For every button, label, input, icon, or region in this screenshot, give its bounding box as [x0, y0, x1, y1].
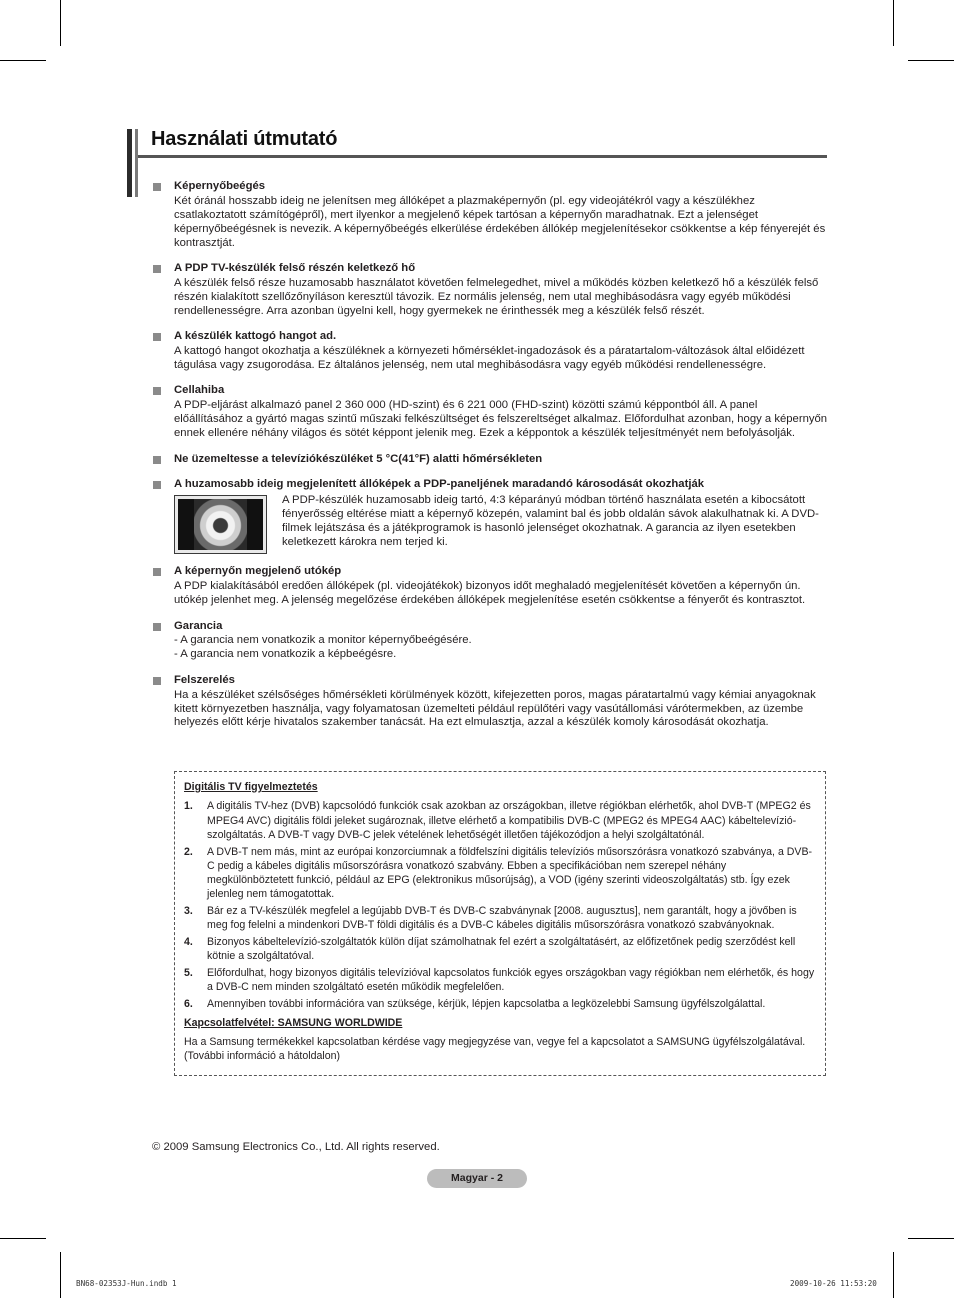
section-title: A huzamosabb ideig megjelenített állóképek a PDP-paneljének maradandó károsodását okozhatják [174, 477, 705, 490]
section-body: - A garancia nem vonatkozik a képbeégésre. [174, 648, 397, 661]
section-body: A PDP-eljárást alkalmazó panel 2 360 000 (HD-szint) és 6 221 000 (FHD-szint) közötti számú képpontból áll. A panel előállításához a gyártó magas szintű műszaki felkészültséget és felszereltséget alkalmaz. Előfordulhat azonban, hogy a képernyőn ennek ellenére néhány világos és sötét képpont jelenik meg. Ezek a képpontok a készülék teljesítményét nem befolyásolják. [174, 399, 828, 440]
crop-mark [60, 0, 61, 46]
section-title: A képernyőn megjelenő utókép [174, 565, 342, 578]
flower-image [194, 499, 247, 550]
bullet-icon [153, 677, 161, 685]
section [152, 478, 828, 554]
item-number: 5. [184, 967, 193, 980]
section-title: Garancia [174, 619, 223, 632]
crop-mark [0, 1238, 46, 1239]
content [152, 180, 828, 742]
list-item [184, 845, 815, 902]
contact-title: Kapcsolatfelvétel: SAMSUNG WORLDWIDE [184, 1017, 403, 1030]
section-title: Képernyőbeégés [174, 180, 266, 192]
section [152, 565, 828, 608]
section-body: - A garancia nem vonatkozik a monitor képernyőbeégésére. [174, 634, 472, 647]
section-title: Ne üzemeltesse a televíziókészüléket 5 °C(41°F) alatti hőmérsékleten [174, 452, 543, 465]
digital-tv-notice [174, 771, 826, 1076]
section [152, 262, 828, 319]
item-number: 6. [184, 998, 193, 1011]
bullet-icon [153, 623, 161, 631]
section-body: A kattogó hangot okozhatja a készüléknek a környezeti hőmérséklet-ingadozások és a páratartalom-változások által előidézett tágulása vagy zsugorodása. Ez általános jelenség, nem utal meghibásodásra vagy egyéb működési rendellenességre. [174, 345, 805, 371]
section [152, 330, 828, 373]
crop-mark [60, 1252, 61, 1298]
list-item [184, 966, 815, 995]
bullet-icon [153, 265, 161, 273]
bullet-icon [153, 333, 161, 341]
crop-mark [908, 60, 954, 61]
item-number: 3. [184, 905, 193, 918]
section [152, 180, 828, 251]
section-title: A készülék kattogó hangot ad. [174, 330, 337, 343]
section [152, 620, 828, 663]
item-number: 1. [184, 800, 193, 813]
copyright: © 2009 Samsung Electronics Co., Ltd. All rights reserved. [152, 1141, 440, 1153]
item-number: 2. [184, 845, 193, 858]
section [152, 384, 828, 441]
list-item [184, 935, 815, 964]
contact-body: Ha a Samsung termékekkel kapcsolatban kérdése vagy megjegyzése van, vegye fel a kapcsolatot a SAMSUNG ügyfélszolgálatával. (További információ a hátoldalon) [184, 1035, 806, 1062]
section-title: Cellahiba [174, 384, 225, 397]
image-row [174, 494, 828, 554]
bullet-icon [153, 456, 161, 464]
bullet-icon [153, 481, 161, 489]
item-number: 4. [184, 936, 193, 949]
page-title: Használati útmutató [151, 128, 338, 150]
section [152, 674, 828, 731]
section-body: A készülék felső része huzamosabb használatot követően felmelegedhet, mivel a működés közben keletkező hő a készülék felső részén kialakított szellőzőnyíláson keresztül távozik. Ez normális jelenség, nem utal meghibásodásra vagy egyéb működési rendellenességre. Arra azonban ügyelni kell, hogy gyermekek ne érinthessék meg a készülék felső részét. [174, 276, 819, 317]
list-item [184, 904, 815, 933]
print-file-info: BN68-02353J-Hun.indb 1 [76, 1279, 177, 1288]
title-accent-bar [135, 129, 138, 197]
title-rule [138, 155, 827, 158]
section-title: A PDP TV-készülék felső részén keletkező hő [174, 262, 416, 275]
item-text: Bár ez a TV-készülék megfelel a legújabb DVB-T és DVB-C szabványnak [2008. augusztus], nem garantált, hogy a jövőben is meg fog felelni a mindenkori DVB-T földi digitális és a DVB-C kábeles digitális műsorszórásra vonatkozó szabványoknak. [207, 905, 797, 932]
section-title: Felszerelés [174, 673, 235, 686]
list-item [184, 997, 815, 1011]
crop-mark [908, 1238, 954, 1239]
section-body: A PDP-készülék huzamosabb ideig tartó, 4:3 képarányú módban történő használata esetén a kibocsátott fényerősség eltérése miatt a képernyő közepén, valamint bal és jobb oldalán sávok alakulhatnak ki. A DVD-filmek lejátszása és a játékprogramok is hasonló jelenséget okozhatnak. A garancia az ilyen esetekben keletkezett károkra nem terjed ki. [282, 493, 819, 548]
section-body: Két óránál hosszabb ideig ne jelenítsen meg állóképet a plazmaképernyőn (pl. egy videojátékról vagy a készülékhez csatlakoztatott számítógépről), mert ilyenkor a megjelenő képek tartósan a képernyőn maradhatnak. Ezt a jelenséget képernyőbeégésnek is nevezik. A képernyőbeégés elkerülése érdekében állókép megjelenítésekor csökkentse a kép fényerejét és kontrasztját. [174, 194, 826, 249]
tv-illustration [174, 495, 267, 554]
crop-mark [893, 0, 894, 46]
item-text: A DVB-T nem más, mint az európai konzorciumnak a földfelszíni digitális televíziós műsorszórásra vonatkozó szabványa, a DVB-C pedig a kábeles digitális műsorszórásra vonatkozó szabvány. Ebben a specifikációban nem szerepel néhány megkülönböztetett funkció, például az EPG (elektronikus műsorújság), a VOD (igény szerinti videoszolgáltatás) stb. Így ezek jelenleg nem támogatottak. [207, 845, 813, 901]
page-number-badge: Magyar - 2 [427, 1169, 527, 1188]
section-body: Ha a készüléket szélsőséges hőmérsékleti körülmények között, kifejezetten poros, magas páratartalmú vagy kémiai anyagoknak kitett környezetben használja, vagy folyamatosan üzemelteti például repülőtéri vagy vasútállomási várótermekben, az üzembe helyezés előtt kérje hivatalos szakember tanácsát. Ha ezt elmulasztja, azzal a készülék komoly károsodását okozhatja. [174, 688, 816, 729]
crop-mark [893, 1252, 894, 1298]
item-text: A digitális TV-hez (DVB) kapcsolódó funkciók csak azokban az országokban, illetve régiókban elérhetők, ahol DVB-T (MPEG2 és MPEG4 AVC) digitális földi jeleket sugároznak, illetve elérhető a kompatibilis DVB-C (MPEG2 és MPEG4 AAC) kábeltelevízió-szolgáltatás. A DVB-T vagy DVB-C jelek vételének lehetőségét illetően tájékozódjon a helyi szolgáltatónál. [207, 800, 811, 841]
crop-mark [0, 60, 46, 61]
print-date-info: 2009-10-26 11:53:20 [790, 1279, 877, 1288]
bullet-icon [153, 568, 161, 576]
item-text: Előfordulhat, hogy bizonyos digitális televízióval kapcsolatos funkciók egyes országokban vagy régiókban nem elérhetők, és hogy a DVB-C nem minden szolgáltató esetén működik megfelelően. [207, 967, 815, 994]
notice-title: Digitális TV figyelmeztetés [184, 781, 318, 793]
title-accent-bar [127, 129, 132, 197]
tv-screen [178, 499, 263, 550]
item-text: Bizonyos kábeltelevízió-szolgáltatók külön díjat számolhatnak fel ezért a szolgáltatásért, az előfizetőnek pedig szerződést kell kötnie a szolgáltatóval. [207, 936, 796, 963]
bullet-icon [153, 387, 161, 395]
section-body: A PDP kialakításából eredően állóképek (pl. videojátékok) bizonyos időt meghaladó megjelenítését követően a képernyőn ún. utókép jelenhet meg. A jelenség megelőzése érdekében állóképek megjelenítése esetén csökkentse a fényerőt és kontrasztot. [174, 580, 806, 607]
bullet-icon [153, 183, 161, 191]
section [152, 453, 828, 467]
item-text: Amennyiben további információra van szüksége, kérjük, lépjen kapcsolatba a legközelebbi Samsung ügyfélszolgálattal. [207, 998, 766, 1011]
list-item [184, 799, 815, 842]
